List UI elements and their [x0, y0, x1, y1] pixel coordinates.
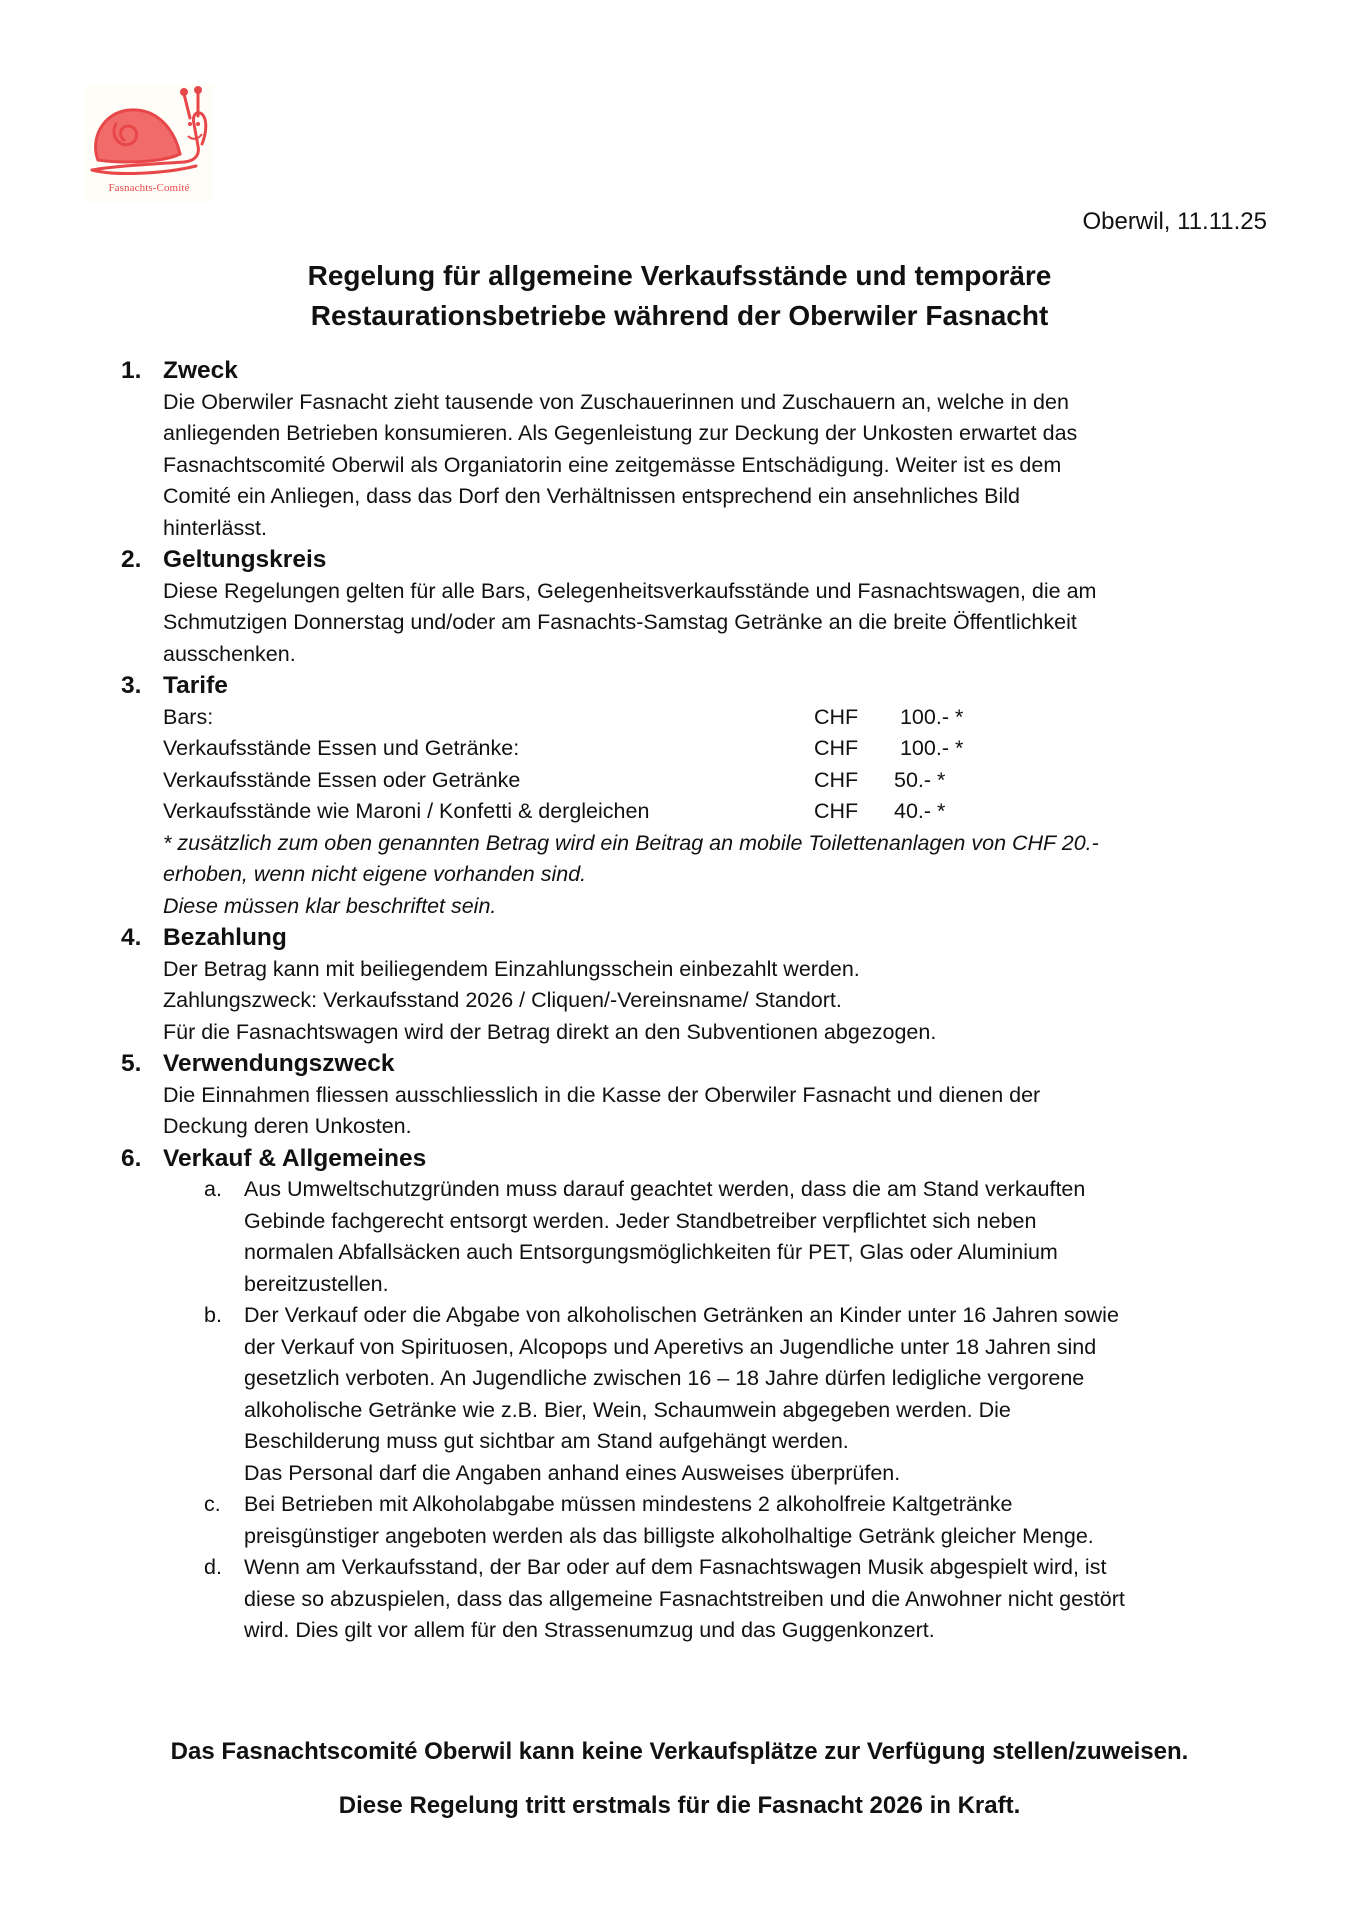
- section-text: [163, 954, 1301, 1049]
- section-text: [163, 1080, 1301, 1143]
- section-heading: [121, 544, 1301, 576]
- section-verkauf-allgemeines: [121, 1143, 1301, 1647]
- section-heading: [121, 1048, 1301, 1080]
- text-line: hinterlässt.: [163, 515, 267, 540]
- footer-effective-date: Diese Regelung tritt erstmals für die Fasnacht 2026 in Kraft.: [338, 1792, 1021, 1819]
- text-line: diese so abzuspielen, dass das allgemeine Fasnachtstreiben und die Anwohner nicht gestört: [244, 1586, 1125, 1611]
- section-title: Bezahlung: [163, 924, 287, 951]
- sub-list: [204, 1174, 1301, 1647]
- snail-icon: [84, 84, 214, 184]
- document-body: [121, 355, 1301, 1647]
- text-line: Die Oberwiler Fasnacht zieht tausende von Zuschauerinnen und Zuschauern an, welche in den: [163, 389, 1069, 414]
- section-heading: [121, 355, 1301, 387]
- section-title: Zweck: [163, 357, 238, 384]
- section-number: 4.: [121, 924, 142, 951]
- tariff-amount: 100.- *: [894, 736, 964, 760]
- list-text: [244, 1300, 1301, 1489]
- tariff-amount: 50.- *: [894, 767, 946, 792]
- section-title: Tarife: [163, 672, 228, 699]
- section-title: Verwendungszweck: [163, 1050, 395, 1077]
- tariff-label: Verkaufsstände Essen und Getränke:: [163, 736, 520, 760]
- section-zweck: [121, 355, 1301, 544]
- tariff-label: Verkaufsstände wie Maroni / Konfetti & dergleichen: [163, 799, 650, 823]
- text-line: Diese Regelungen gelten für alle Bars, Gelegenheitsverkaufsstände und Fasnachtswagen, die am: [163, 578, 1097, 603]
- section-number: 6.: [121, 1144, 142, 1172]
- text-line: ausschenken.: [163, 641, 296, 666]
- text-line: Beschilderung muss gut sichtbar am Stand aufgehängt werden.: [244, 1429, 849, 1453]
- text-line: gesetzlich verboten. An Jugendliche zwischen 16 – 18 Jahre dürfen ledigliche vergorene: [244, 1366, 1085, 1390]
- section-text: [163, 387, 1301, 545]
- section-geltungskreis: [121, 544, 1301, 670]
- section-heading: [121, 670, 1301, 702]
- text-line: Der Verkauf oder die Abgabe von alkoholischen Getränken an Kinder unter 16 Jahren sowie: [244, 1303, 1119, 1327]
- text-line: Comité ein Anliegen, dass das Dorf den Verhältnissen entsprechend ein ansehnliches Bild: [163, 484, 1020, 508]
- section-heading: [121, 922, 1301, 954]
- section-number: 5.: [121, 1050, 142, 1077]
- title-line-2: Restaurationsbetriebe während der Oberwiler Fasnacht: [310, 300, 1049, 331]
- tariff-currency: CHF: [814, 799, 859, 823]
- section-title: Geltungskreis: [163, 546, 327, 573]
- text-line: Diese müssen klar beschriftet sein.: [163, 893, 497, 918]
- section-number: 1.: [121, 357, 142, 384]
- footer-notice: Das Fasnachtscomité Oberwil kann keine Verkaufsplätze zur Verfügung stellen/zuweisen.: [170, 1738, 1189, 1765]
- text-line: Fasnachtscomité Oberwil als Organiatorin eine zeitgemässe Entschädigung. Weiter ist es dem: [163, 452, 1062, 477]
- tariff-currency: CHF: [814, 736, 859, 760]
- tariff-currency: CHF: [814, 704, 859, 729]
- text-line: Deckung deren Unkosten.: [163, 1114, 412, 1138]
- list-letter: a.: [204, 1177, 222, 1201]
- list-letter: c.: [204, 1492, 221, 1516]
- list-text: [244, 1489, 1301, 1552]
- text-line: der Verkauf von Spirituosen, Alcopops und Aperetivs an Jugendliche unter 18 Jahren sind: [244, 1334, 1097, 1359]
- tariff-row: [163, 796, 1301, 828]
- text-line: anliegenden Betrieben konsumieren. Als Gegenleistung zur Deckung der Unkosten erwartet das: [163, 421, 1078, 445]
- list-letter: b.: [204, 1303, 222, 1327]
- tariff-label: Bars:: [163, 704, 214, 729]
- tariff-label: Verkaufsstände Essen oder Getränke: [163, 767, 521, 792]
- text-line: preisgünstiger angeboten werden als das billigste alkoholhaltige Getränk gleicher Menge.: [244, 1523, 1094, 1548]
- list-item: [204, 1552, 1301, 1647]
- list-item: [204, 1300, 1301, 1489]
- text-line: * zusätzlich zum oben genannten Betrag wird ein Beitrag an mobile Toilettenanlagen von CHF 20.-: [163, 830, 1099, 855]
- title-line-1: Regelung für allgemeine Verkaufsstände und temporäre: [307, 260, 1052, 291]
- text-line: Bei Betrieben mit Alkoholabgabe müssen mindestens 2 alkoholfreie Kaltgetränke: [244, 1492, 1013, 1516]
- tariff-row: [163, 702, 1301, 734]
- section-tarife: [121, 670, 1301, 922]
- list-text: [244, 1552, 1301, 1647]
- document-title: [0, 256, 1359, 336]
- logo-caption: Fasnachts-Comité: [108, 182, 190, 194]
- tariff-table: [121, 702, 1301, 828]
- text-line: Für die Fasnachtswagen wird der Betrag direkt an den Subventionen abgezogen.: [163, 1019, 937, 1044]
- text-line: Der Betrag kann mit beiliegendem Einzahlungsschein einbezahlt werden.: [163, 956, 860, 981]
- text-line: Das Personal darf die Angaben anhand eines Ausweises überprüfen.: [244, 1460, 901, 1485]
- list-item: [204, 1489, 1301, 1552]
- text-line: Wenn am Verkaufsstand, der Bar oder auf dem Fasnachtswagen Musik abgespielt wird, ist: [244, 1555, 1107, 1579]
- section-text: [163, 576, 1301, 671]
- tariff-amount: 40.- *: [894, 799, 946, 823]
- section-bezahlung: [121, 922, 1301, 1048]
- place-date: Oberwil, 11.11.25: [1082, 208, 1267, 235]
- text-line: alkoholische Getränke wie z.B. Bier, Wein, Schaumwein abgegeben werden. Die: [244, 1397, 1011, 1422]
- text-line: Zahlungszweck: Verkaufsstand 2026 / Cliquen/-Vereinsname/ Standort.: [163, 988, 842, 1012]
- list-text: [244, 1174, 1301, 1300]
- tariff-row: [163, 733, 1301, 765]
- tariff-amount: 100.- *: [894, 704, 964, 729]
- section-heading: [121, 1143, 1301, 1175]
- text-line: Gebinde fachgerecht entsorgt werden. Jeder Standbetreiber verpflichtet sich neben: [244, 1208, 1037, 1233]
- section-number: 3.: [121, 672, 142, 699]
- section-number: 2.: [121, 546, 142, 573]
- tariff-row: [163, 765, 1301, 797]
- text-line: erhoben, wenn nicht eigene vorhanden sind.: [163, 862, 587, 886]
- text-line: wird. Dies gilt vor allem für den Strassenumzug und das Guggenkonzert.: [244, 1618, 935, 1642]
- text-line: normalen Abfallsäcken auch Entsorgungsmöglichkeiten für PET, Glas oder Aluminium: [244, 1240, 1058, 1264]
- section-title: Verkauf & Allgemeines: [163, 1144, 427, 1172]
- tariff-currency: CHF: [814, 767, 859, 792]
- tariff-footnote: [163, 828, 1301, 923]
- list-letter: d.: [204, 1555, 222, 1579]
- fasnachts-comite-logo: [84, 84, 214, 202]
- text-line: Schmutzigen Donnerstag und/oder am Fasnachts-Samstag Getränke an die breite Öffentlichkeit: [163, 610, 1077, 634]
- text-line: Die Einnahmen fliessen ausschliesslich in die Kasse der Oberwiler Fasnacht und dienen der: [163, 1082, 1041, 1107]
- text-line: Aus Umweltschutzgründen muss darauf geachtet werden, dass die am Stand verkauften: [244, 1177, 1086, 1201]
- list-item: [204, 1174, 1301, 1300]
- text-line: bereitzustellen.: [244, 1271, 389, 1296]
- section-verwendungszweck: [121, 1048, 1301, 1143]
